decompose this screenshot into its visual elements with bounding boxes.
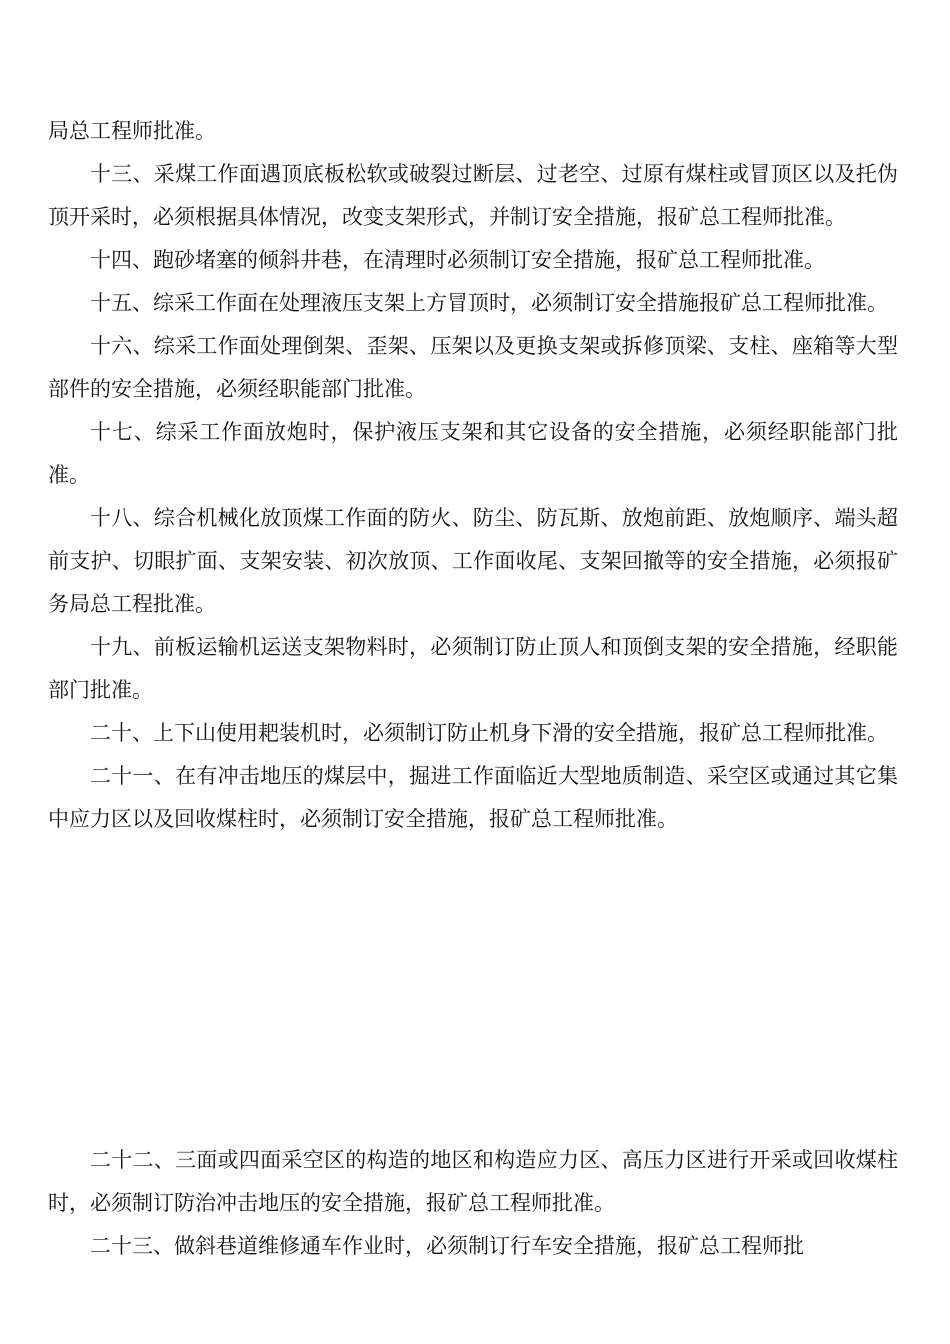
paragraph-continuation: 局总工程师批准。: [48, 119, 216, 143]
paragraph-21: 二十一、在有冲击地压的煤层中，掘进工作面临近大型地质制造、采空区或通过其它集中应力区以及回收煤柱时，必须制订安全措施，报矿总工程师批准。: [48, 764, 898, 831]
paragraph-23: 二十三、做斜巷道维修通车作业时，必须制订行车安全措施，报矿总工程师批: [90, 1234, 804, 1258]
paragraph-20: 二十、上下山使用耙装机时，必须制订防止机身下滑的安全措施，报矿总工程师批准。: [90, 721, 888, 745]
paragraph-17: 十七、综采工作面放炮时，保护液压支架和其它设备的安全措施，必须经职能部门批准。: [48, 420, 898, 487]
paragraph-19: 十九、前板运输机运送支架物料时，必须制订防止顶人和顶倒支架的安全措施，经职能部门批准。: [48, 635, 898, 702]
paragraph-14: 十四、跑砂堵塞的倾斜井巷，在清理时必须制订安全措施，报矿总工程师批准。: [90, 248, 825, 272]
paragraph-22: 二十二、三面或四面采空区的构造的地区和构造应力区、高压力区进行开采或回收煤柱时，必须制订防治冲击地压的安全措施，报矿总工程师批准。: [48, 1148, 898, 1215]
paragraph-16: 十六、综采工作面处理倒架、歪架、压架以及更换支架或拆修顶梁、支柱、座箱等大型部件的安全措施，必须经职能部门批准。: [48, 334, 898, 401]
paragraph-18: 十八、综合机械化放顶煤工作面的防火、防尘、防瓦斯、放炮前距、放炮顺序、端头超前支护、切眼扩面、支架安装、初次放顶、工作面收尾、支架回撤等的安全措施，必须报矿务局总工程批准。: [48, 506, 898, 616]
paragraph-15: 十五、综采工作面在处理液压支架上方冒顶时，必须制订安全措施报矿总工程师批准。: [90, 291, 888, 315]
text-block-lower: [48, 1139, 898, 1268]
paragraph-13: 十三、采煤工作面遇顶底板松软或破裂过断层、过老空、过原有煤柱或冒顶区以及托伪顶开采时，必须根据具体情况，改变支架形式，并制订安全措施，报矿总工程师批准。: [48, 162, 898, 229]
text-block-upper: [48, 110, 898, 841]
